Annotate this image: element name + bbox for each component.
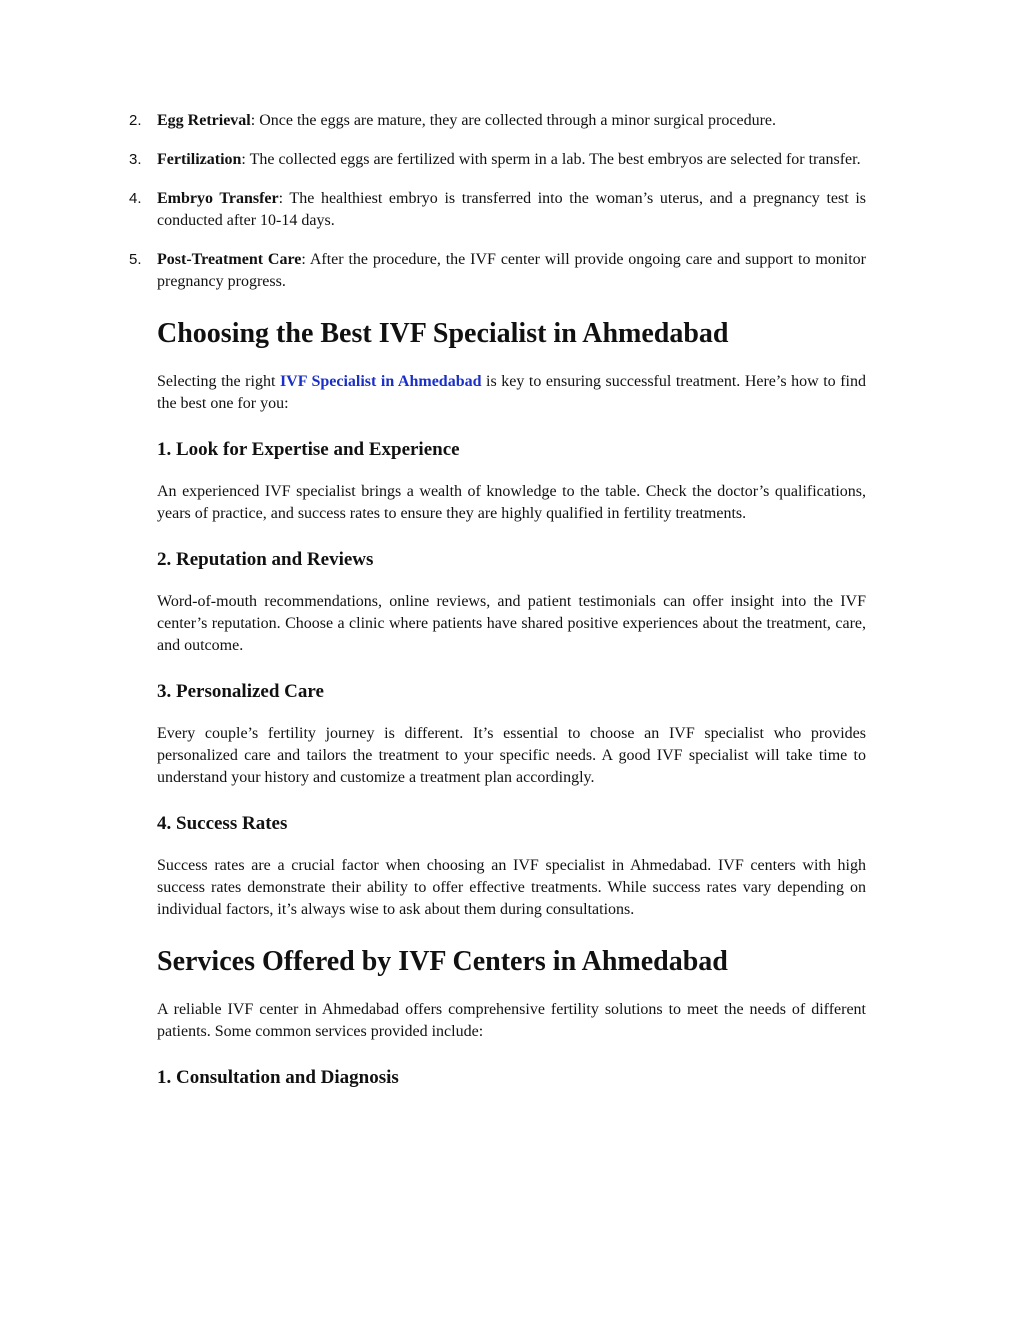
- section-heading-choosing-specialist: Choosing the Best IVF Specialist in Ahmedabad: [157, 318, 729, 349]
- step-text: : The healthiest embryo is transferred into the woman’s uterus, and a pregnancy test is conducted after 10-14 days.: [157, 190, 867, 229]
- paragraph-personalized-care: Every couple’s fertility journey is different. It’s essential to choose an IVF specialist who provides personalized care and tailors the treatment to your specific needs. A good IVF specialist will take time to understand your history and customize a treatment plan accordingly.: [157, 725, 866, 786]
- document-page: [129, 110, 867, 1109]
- services-intro: A reliable IVF center in Ahmedabad offers comprehensive fertility solutions to meet the needs of different patients. Some common services provided include:: [157, 1001, 866, 1040]
- step-text: : Once the eggs are mature, they are collected through a minor surgical procedure.: [250, 112, 777, 129]
- list-number: 5.: [129, 251, 142, 268]
- intro-text-before: Selecting the right: [157, 373, 280, 390]
- list-item: [101, 149, 866, 171]
- list-number: 3.: [129, 151, 142, 168]
- ivf-process-steps: [129, 110, 867, 293]
- paragraph-success-rates: Success rates are a crucial factor when choosing an IVF specialist in Ahmedabad. IVF centers with high success rates demonstrate their ability to offer effective treatments. While success rates vary depending on individual factors, it’s always wise to ask about them during consultations.: [157, 857, 866, 918]
- step-title: Embryo Transfer: [157, 190, 279, 207]
- ivf-specialist-link[interactable]: IVF Specialist in Ahmedabad: [279, 373, 482, 390]
- sub-heading-personalized-care: 3. Personalized Care: [157, 681, 324, 702]
- sub-heading-success-rates: 4. Success Rates: [157, 813, 288, 834]
- paragraph-reputation: Word-of-mouth recommendations, online reviews, and patient testimonials can offer insight into the IVF center’s reputation. Choose a clinic where patients have shared positive experiences about the treatment, care, and outcome.: [157, 593, 866, 654]
- sub-heading-consultation: 1. Consultation and Diagnosis: [157, 1067, 399, 1088]
- list-item: [101, 110, 866, 132]
- sub-heading-expertise: 1. Look for Expertise and Experience: [157, 439, 460, 460]
- list-item: [101, 249, 866, 293]
- list-item: [101, 188, 866, 232]
- paragraph-expertise: An experienced IVF specialist brings a wealth of knowledge to the table. Check the doctor’s qualifications, years of practice, and success rates to ensure they are highly qualified in fertility treatments.: [157, 483, 866, 522]
- step-text: : After the procedure, the IVF center will provide ongoing care and support to monitor pregnancy progress.: [157, 251, 866, 290]
- list-number: 2.: [129, 112, 142, 129]
- section-heading-services: Services Offered by IVF Centers in Ahmedabad: [157, 946, 728, 977]
- step-text: : The collected eggs are fertilized with sperm in a lab. The best embryos are selected for transfer.: [241, 151, 861, 168]
- step-title: Post-Treatment Care: [157, 251, 302, 268]
- intro-text-after: is key to ensuring successful treatment. Here’s how to find the best one for you:: [157, 373, 867, 412]
- sub-heading-reputation: 2. Reputation and Reviews: [157, 549, 374, 570]
- step-title: Fertilization: [157, 151, 242, 168]
- section-intro: [157, 371, 866, 415]
- step-title: Egg Retrieval: [157, 112, 251, 129]
- list-number: 4.: [129, 190, 142, 207]
